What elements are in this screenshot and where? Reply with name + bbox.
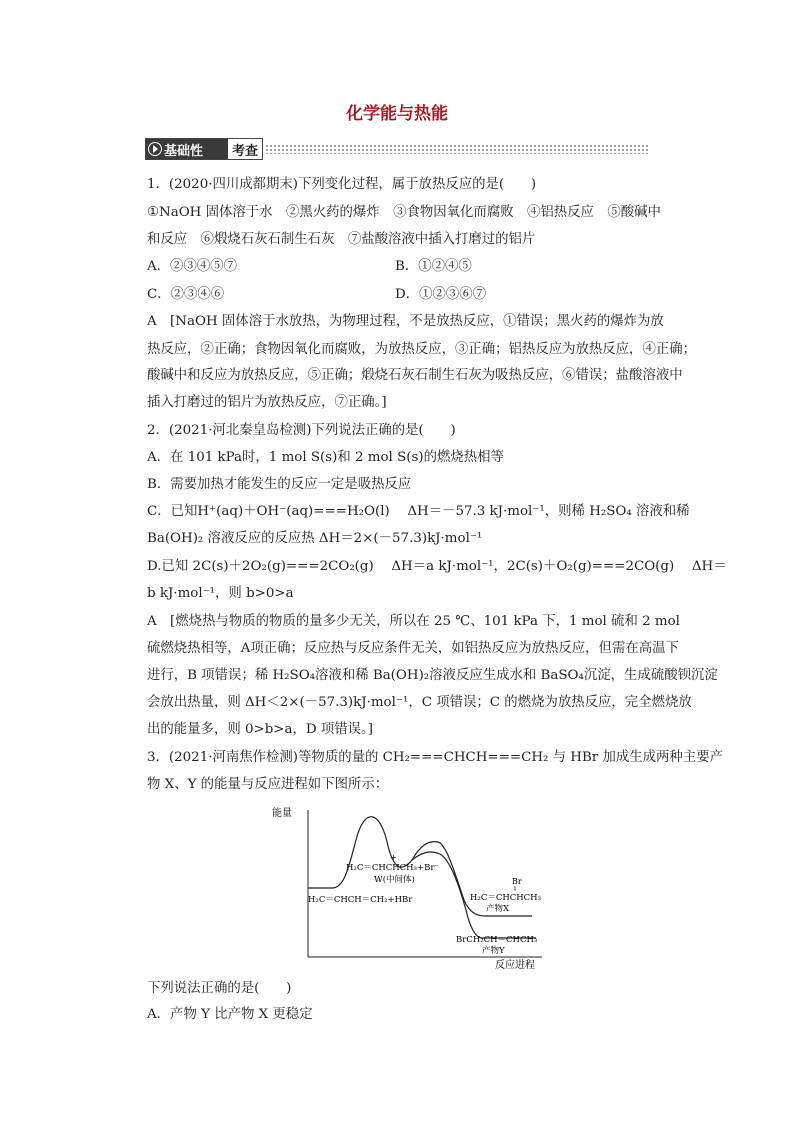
intermediate-charge: + [390,853,397,862]
q2-option-b: B．需要加热才能发生的反应一定是吸热反应 [147,477,412,492]
q1-answer-2: 热反应，②正确；食物因氧化而腐败，为放热反应，③正确；铝热反应为放热反应，④正确； [147,342,697,357]
q1-answer-1: A [NaOH 固体溶于水放热，为物理过程，不是放热反应，①错误；黑火药的爆炸为放 [147,314,664,329]
energy-diagram [270,800,550,972]
banner-dots [265,144,650,154]
q3-stem-1: 3．(2021·河南焦作检测)等物质的量的 CH₂===CHCH===CH₂ 与 HBr 加成生成两种主要产 [147,750,723,765]
product-x-br: Br [512,877,522,886]
product-y-label: BrCH₂CH＝CHCH₃ [456,935,538,945]
q2-option-d-1: D.已知 2C(s)＋2O₂(g)===2CO₂(g) ΔH＝a kJ·mol⁻¹，2C(s)＋O₂(g)===2CO(g) ΔH＝ [147,559,727,574]
section-banner [145,138,650,160]
product-x-label: H₂C＝CHCHCH₃ [470,893,541,903]
q3-question: 下列说法正确的是( ) [147,981,292,996]
banner-tab [145,138,263,160]
q1-items-2: 和反应 ⑥煅烧石灰石制生石灰 ⑦盐酸溶液中插入打磨过的铝片 [147,232,536,247]
q1-option-a: A．②③④⑤⑦ [147,259,238,274]
q2-option-d-2: b kJ·mol⁻¹，则 b>0>a [147,586,294,601]
product-y-name: 产物Y [482,946,505,956]
q2-option-a: A．在 101 kPa时，1 mol S(s)和 2 mol S(s)的燃烧热相等 [147,450,504,465]
q2-answer-2: 硫燃烧热相等，A项正确；反应热与反应条件无关，如铝热反应为放热反应，但需在高温下 [147,641,679,656]
banner-left [146,139,228,159]
q1-option-b: B．①②④⑤ [395,259,472,274]
q1-option-c: C．②③④⑥ [147,287,225,302]
q2-answer-3: 进行，B 项错误；稀 H₂SO₄溶液和稀 Ba(OH)₂溶液反应生成水和 BaSO₄沉淀，生成硫酸钡沉淀 [147,668,718,683]
banner-left-label: 基础性 [164,143,204,159]
play-icon [148,142,162,156]
q1-option-d: D．①②③⑥⑦ [395,287,487,302]
q2-answer-1: A [燃烧热与物质的物质的量多少无关，所以在 25 ℃、101 kPa 下，1 mol 硫和 2 mol [147,614,680,629]
q1-stem: 1．(2020·四川成都期末)下列变化过程，属于放热反应的是( ) [147,177,537,192]
q1-items-1: ①NaOH 固体溶于水 ②黑火药的爆炸 ③食物因氧化而腐败 ④铝热反应 ⑤酸碱中 [147,205,661,220]
y-axis-label: 能量 [272,808,292,819]
reactant-label: H₂C＝CHCH＝CH₂+HBr [308,895,413,905]
intermediate-label: H₂C＝CHCHCH₃+Br⁻ [346,863,439,873]
q3-option-a: A．产物 Y 比产物 X 更稳定 [147,1007,313,1022]
x-axis-label: 反应进程 [495,960,535,971]
q2-option-c-1: C．已知H⁺(aq)＋OH⁻(aq)===H₂O(l) ΔH＝－57.3 kJ·mol⁻¹，则稀 H₂SO₄ 溶液和稀 [147,504,690,519]
page-title: 化学能与热能 [346,104,448,124]
banner-right-label: 考查 [228,139,262,159]
q3-stem-2: 物 X、Y 的能量与反应进程如下图所示： [147,777,389,792]
q2-answer-4: 会放出热量，则 ΔH＜2×(－57.3)kJ·mol⁻¹，C 项错误；C 的燃烧为放热反应，完全燃烧放 [147,695,692,710]
q1-answer-4: 插入打磨过的铝片为放热反应，⑦正确。] [147,395,387,410]
q2-stem: 2．(2021·河北秦皇岛检测)下列说法正确的是( ) [147,423,456,438]
q2-option-c-2: Ba(OH)₂ 溶液反应的反应热 ΔH＝2×(－57.3)kJ·mol⁻¹ [147,531,483,546]
product-x-name: 产物X [486,904,510,914]
q2-answer-5: 出的能量多，则 0>b>a，D 项错误。] [147,722,373,737]
intermediate-name: W(中间体) [374,875,415,885]
q1-answer-3: 酸碱中和反应为放热反应，⑤正确；煅烧石灰石制生石灰为吸热反应，⑥错误；盐酸溶液中 [147,368,683,383]
